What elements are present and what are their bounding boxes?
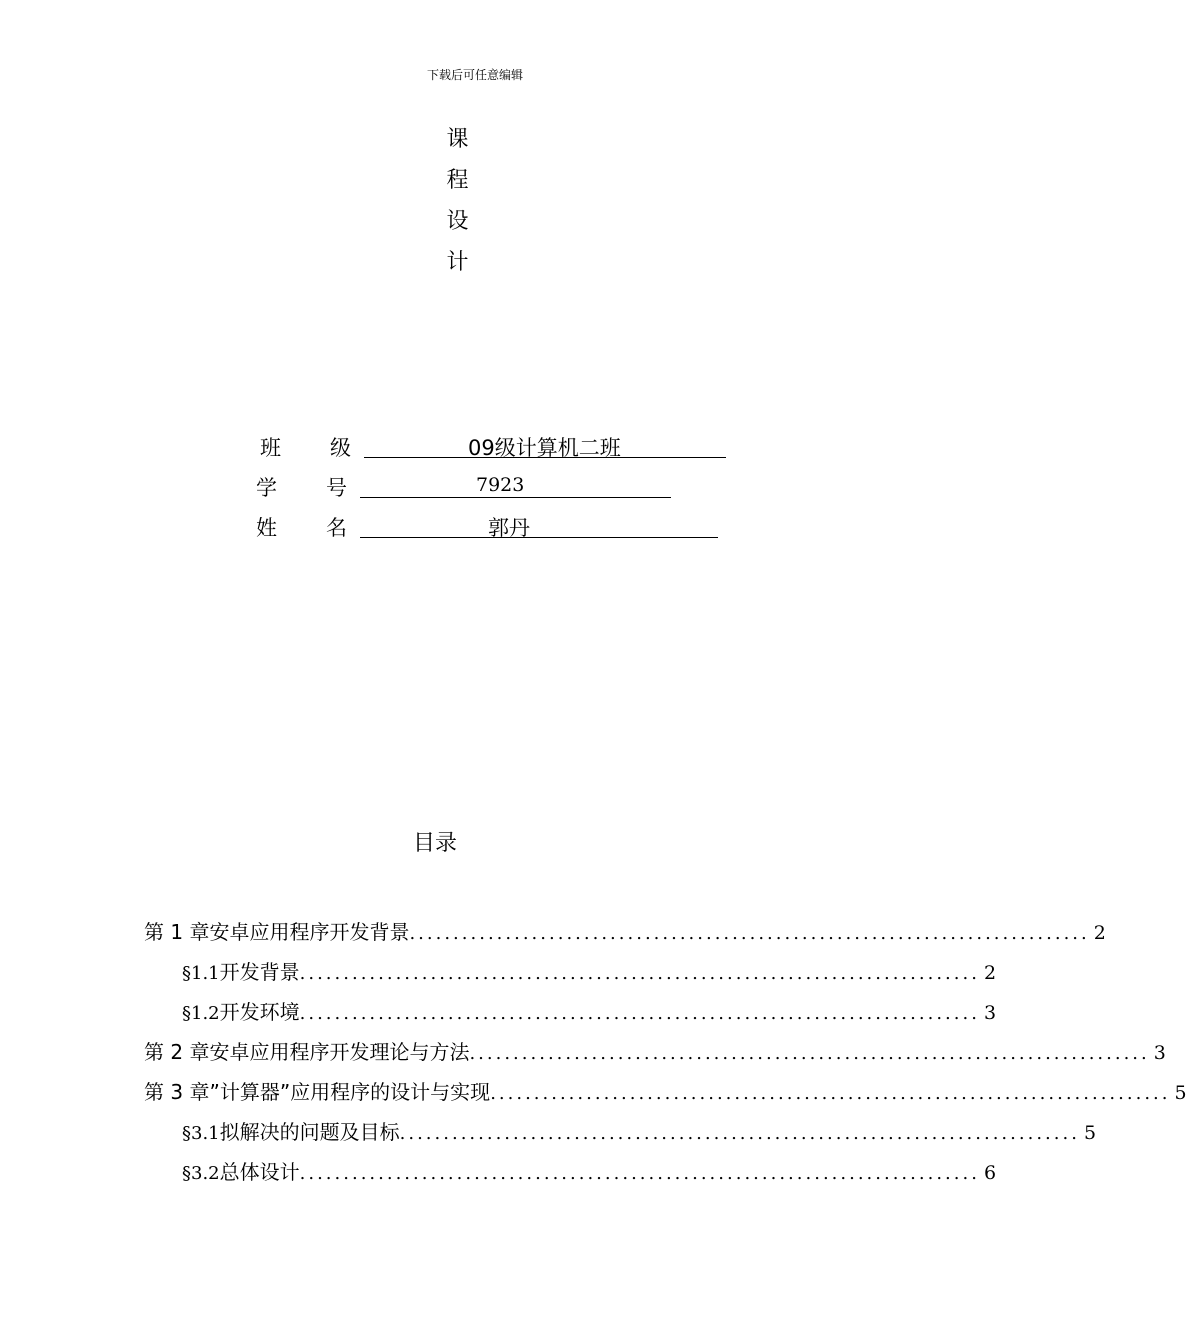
toc-entry-prefix: §3.1 (182, 1123, 220, 1144)
title-char-1: 课 (446, 127, 469, 152)
class-value: 09级计算机二班 (468, 436, 621, 460)
header-note: 下载后可任意编辑 (426, 68, 523, 82)
class-label-1: 班 (260, 436, 281, 460)
name-label-1: 姓 (256, 516, 277, 540)
toc-leader-dots: .............................................................................. (490, 1083, 1171, 1104)
toc-entry[interactable] (182, 996, 997, 1026)
toc-leader-dots: .............................................................................. (399, 1123, 1080, 1144)
toc-leader-dots: .............................................................................. (299, 1163, 980, 1184)
toc-entry-text: 安卓应用程序开发背景 (209, 920, 410, 944)
toc-entry-text: 开发背景 (219, 960, 300, 984)
toc-entry-prefix: 第 1 章 (144, 920, 210, 944)
toc-leader-dots: .............................................................................. (299, 963, 980, 984)
toc-entry-page: 2 (983, 962, 997, 984)
student-id-label-2: 号 (326, 476, 347, 500)
toc-entry-prefix: 第 3 章 (144, 1080, 210, 1104)
toc-entry[interactable] (182, 1156, 997, 1186)
toc-entry-text: 安卓应用程序开发理论与方法 (209, 1040, 470, 1064)
toc-entry-page: 5 (1174, 1082, 1187, 1104)
toc-entry-page: 3 (983, 1002, 997, 1024)
toc-entry-prefix: §1.1 (182, 963, 220, 984)
toc-entry-prefix: 第 2 章 (144, 1040, 210, 1064)
student-id-label-1: 学 (256, 476, 277, 500)
toc-entry-text: ”计算器”应用程序的设计与实现 (209, 1080, 491, 1104)
toc-entry-prefix: §1.2 (182, 1003, 220, 1024)
toc-entry-text: 总体设计 (219, 1160, 300, 1184)
toc-leader-dots: .............................................................................. (409, 923, 1090, 944)
title-char-3: 设 (446, 209, 469, 234)
toc-entry-page: 3 (1153, 1042, 1166, 1064)
toc-entry-page: 5 (1083, 1122, 1097, 1144)
toc-entry-prefix: §3.2 (182, 1163, 220, 1184)
toc-entry[interactable] (182, 956, 997, 986)
name-underline (360, 537, 718, 538)
toc-entry[interactable] (144, 1036, 1166, 1066)
toc-entry[interactable] (144, 916, 1106, 946)
toc-entry-text: 开发环境 (219, 1000, 300, 1024)
name-value: 郭丹 (488, 516, 530, 540)
toc-leader-dots: .............................................................................. (469, 1043, 1150, 1064)
toc-title: 目录 (412, 831, 457, 856)
toc-entry-page: 6 (983, 1162, 997, 1184)
toc-entry[interactable] (182, 1116, 1097, 1146)
name-label-2: 名 (326, 516, 347, 540)
student-id-value: 7923 (476, 474, 525, 496)
title-char-4: 计 (446, 250, 469, 275)
title-char-2: 程 (446, 168, 469, 193)
student-id-underline (360, 497, 671, 498)
toc-leader-dots: .............................................................................. (299, 1003, 980, 1024)
toc-entry-text: 拟解决的问题及目标 (219, 1120, 400, 1144)
class-label-2: 级 (330, 436, 351, 460)
toc-entry-page: 2 (1093, 922, 1106, 944)
toc-entry[interactable] (144, 1076, 1187, 1106)
